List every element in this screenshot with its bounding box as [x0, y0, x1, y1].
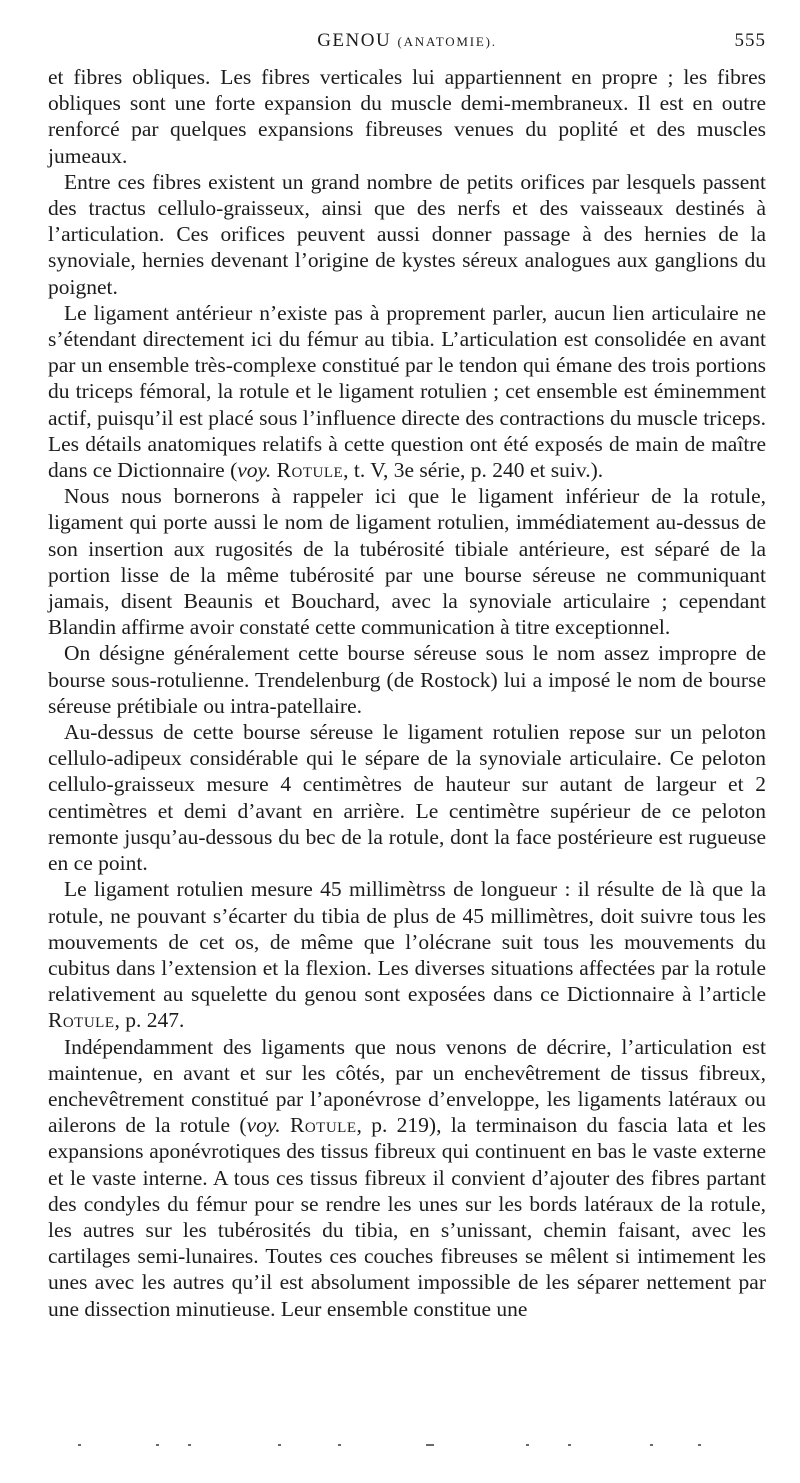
scan-speck	[338, 1444, 341, 1446]
cross-reference-rotule: Rotule	[276, 458, 344, 483]
paragraph-5: On désigne généralement cette bourse séreuse sous le nom assez impropre de bourse sous-rotulienne. Trendelenburg (de Rostock) lui a imposé le nom de bourse séreuse prétibiale ou intra-patellaire.	[48, 641, 766, 718]
cross-reference-rotule: Rotule	[48, 1008, 115, 1033]
paragraph-8-tail: , p. 219), la terminaison du fascia lata et les expansions aponévrotiques des tissus fibreux qui continuent en bas le vaste externe et le vaste interne. A tous ces tissus fibreux il convient d’ajouter des fibres partant des condyles du fémur pour se rendre les unes sur les bords latéraux de la rotule, les autres sur les tubérosités du tibia, en s’unissant, chemin faisant, avec les cartilages semi-lunaires. Toutes ces couches fibreuses se mêlent si intimement les unes avec les autres qu’il est absolument impossible de les séparer nettement par une dissection minutieuse. Leur ensemble constitue une	[48, 1113, 767, 1321]
scan-speck	[526, 1444, 529, 1446]
running-title-main: GENOU	[317, 30, 392, 51]
cross-reference-rotule: Rotule	[289, 1113, 357, 1138]
paragraph-7	[48, 876, 766, 1033]
paragraph-2: Entre ces fibres existent un grand nombre de petits orifices par lesquels passent des tractus cellulo-graisseux, ainsi que des nerfs et des vaisseaux destinés à l’articulation. Ces orifices peuvent aussi donner passage à des hernies de la synoviale, hernies devenant l’origine de kystes séreux analogues aux ganglions du poignet.	[48, 169, 766, 299]
body-text	[48, 64, 766, 1322]
scan-speck	[426, 1444, 434, 1446]
paragraph-7-tail: , p. 247.	[114, 1008, 185, 1033]
paragraph-8-text: Indépendamment des ligaments que nous venons de décrire, l’articulation est maintenue, en avant et sur les côtés, par un enchevêtrement de tissus fibreux, enchevêtrement constitué par l’aponévrose d’enveloppe, les ligaments latéraux ou ailerons de la rotule (	[48, 1034, 766, 1138]
paragraph-3	[48, 300, 766, 483]
cross-reference-voy: voy.	[246, 1113, 281, 1138]
scan-speck	[650, 1444, 653, 1446]
running-title-sub: (ANATOMIE).	[397, 34, 497, 49]
cross-reference-voy: voy.	[237, 458, 272, 483]
scan-speck	[278, 1444, 281, 1446]
scan-specks	[48, 1440, 766, 1450]
scan-speck	[698, 1444, 701, 1446]
paragraph-3-tail: , t. V, 3e série, p. 240 et suiv.).	[343, 458, 604, 483]
scan-speck	[156, 1444, 159, 1446]
paragraph-4: Nous nous bornerons à rappeler ici que le ligament inférieur de la rotule, ligament qui porte aussi le nom de ligament rotulien, immédiatement au-dessus de son insertion aux rugosités de la tubérosité tibiale antérieure, est séparé de la portion lisse de la même tubérosité par une bourse séreuse ne communiquant jamais, disent Beaunis et Bouchard, avec la synoviale articulaire ; cependant Blandin affirme avoir constaté cette communication à titre exceptionnel.	[48, 484, 766, 640]
paragraph-3-text: Le ligament antérieur n’existe pas à proprement parler, aucun lien articulaire ne s’étendant directement ici du fémur au tibia. L’articulation est consolidée en avant par un ensemble très-complexe constitué par le tendon qui émane des trois portions du triceps fémoral, la rotule et le ligament rotulien ; cet ensemble est éminemment actif, puisqu’il est placé sous l’influence directe des contractions du muscle triceps. Les détails anatomiques relatifs à cette question ont été exposés de main de maître dans ce Dictionnaire (	[48, 300, 766, 483]
page-number: 555	[734, 30, 766, 51]
scan-speck	[78, 1444, 81, 1446]
paragraph-7-text: Le ligament rotulien mesure 45 millimètrss de longueur : il résulte de là que la rotule, ne pouvant s’écarter du tibia de plus de 45 millimètres, doit suivre tous les mouvements de cet os, de même que l’olécrane suit tous les mouvements du cubitus dans l’extension et la flexion. Les diverses situations affectées par la rotule relativement au squelette du genou sont exposées dans ce Dictionnaire à l’article	[48, 877, 766, 1007]
paragraph-1: et fibres obliques. Les fibres verticales lui appartiennent en propre ; les fibres obliques sont une forte expansion du muscle demi-membraneux. Il est en outre renforcé par quelques expansions fibreuses venues du poplité et des muscles jumeaux.	[48, 65, 766, 168]
running-title	[48, 30, 766, 52]
scan-speck	[568, 1444, 571, 1446]
paragraph-6: Au-dessus de cette bourse séreuse le ligament rotulien repose sur un peloton cellulo-adipeux considérable qui le sépare de la synoviale articulaire. Ce peloton cellulo-graisseux mesure 4 centimètres de hauteur sur autant de largeur et 2 centimètres et demi d’avant en arrière. Le centimètre supérieur de ce peloton remonte jusqu’au-dessous du bec de la rotule, dont la face postérieure est rugueuse en ce point.	[48, 720, 766, 876]
paragraph-8	[48, 1034, 766, 1322]
scan-speck	[188, 1444, 191, 1446]
running-header	[48, 30, 766, 56]
